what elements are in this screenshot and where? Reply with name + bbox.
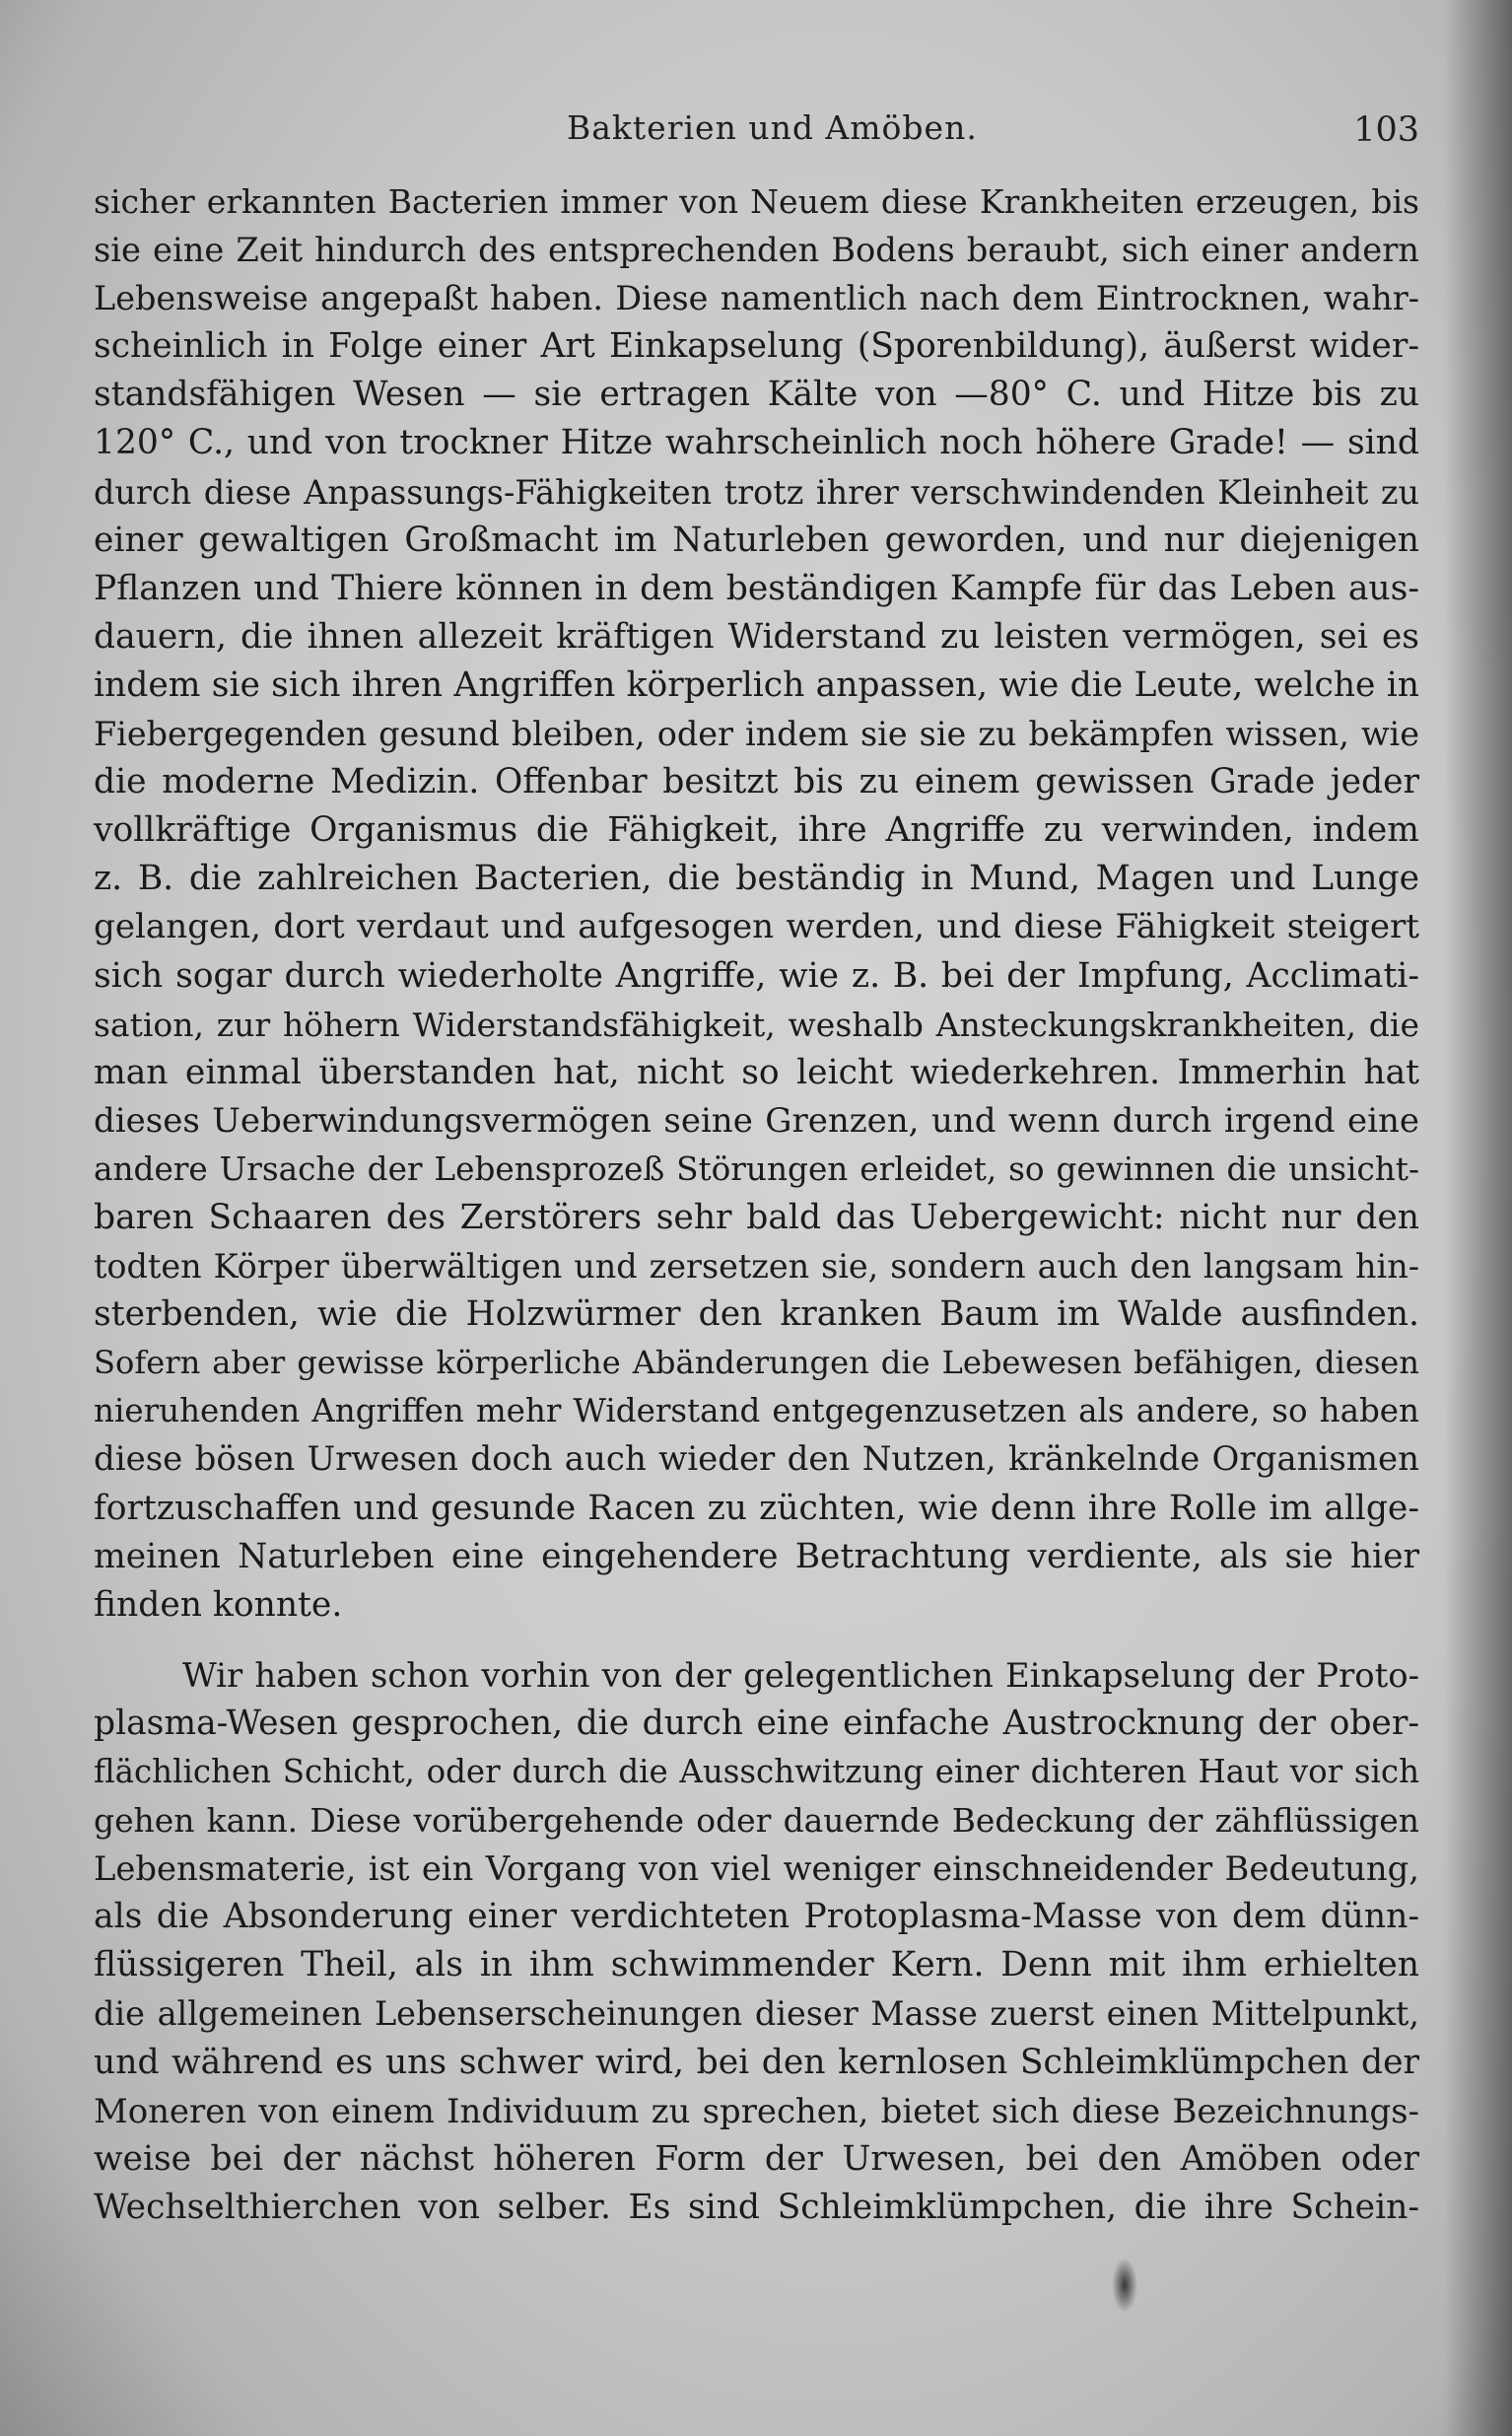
text-line: plasma-Wesen gesprochen, die durch eine einfache Austrocknung der ober-: [94, 1703, 1419, 1743]
text-line: einer gewaltigen Großmacht im Naturleben geworden, und nur diejenigen: [94, 520, 1419, 560]
text-line: sie eine Zeit hindurch des entsprechenden Bodens beraubt, sich einer andern: [94, 231, 1419, 270]
body-text: [94, 177, 1419, 2232]
paragraph-2: [94, 1651, 1419, 2232]
paragraph-1: [94, 177, 1419, 1630]
text-line: Fiebergegenden gesund bleiben, oder indem sie sie zu bekämpfen wissen, wie: [94, 715, 1419, 754]
text-line: Moneren von einem Individuum zu sprechen, bietet sich diese Bezeichnungs-: [94, 2091, 1419, 2130]
page-header: [94, 108, 1419, 168]
text-line: gehen kann. Diese vorübergehende oder dauernde Bedeckung der zähflüssigen: [94, 1801, 1419, 1841]
paragraph-spacer: [94, 1630, 1419, 1651]
text-line: todten Körper überwältigen und zersetzen sie, sondern auch den langsam hin-: [94, 1247, 1419, 1287]
text-line: scheinlich in Folge einer Art Einkapselung (Sporenbildung), äußerst wider-: [94, 326, 1419, 367]
text-line: sation, zur höhern Widerstandsfähigkeit, weshalb Ansteckungskrankheiten, die: [94, 1005, 1419, 1044]
text-line: finden konnte.: [94, 1584, 343, 1625]
text-line: flächlichen Schicht, oder durch die Ausschwitzung einer dichteren Haut vor sich: [94, 1753, 1419, 1790]
text-line: sterbenden, wie die Holzwürmer den kranken Baum im Walde ausfinden.: [94, 1294, 1419, 1335]
text-line: z. B. die zahlreichen Bacterien, die beständig in Mund, Magen und Lunge: [94, 859, 1419, 899]
text-line: gelangen, dort verdaut und aufgesogen werden, und diese Fähigkeit steigert: [94, 907, 1419, 947]
text-line: andere Ursache der Lebensprozeß Störungen erleidet, so gewinnen die unsicht-: [94, 1149, 1419, 1188]
text-line: sicher erkannten Bacterien immer von Neuem diese Krankheiten erzeugen, bis: [94, 182, 1419, 221]
text-line: dauern, die ihnen allezeit kräftigen Widerstand zu leisten vermögen, sei es: [94, 616, 1419, 657]
text-line: sich sogar durch wiederholte Angriffe, wie z. B. bei der Impfung, Acclimati-: [94, 955, 1419, 996]
text-line: durch diese Anpassungs-Fähigkeiten trotz ihrer verschwindenden Kleinheit zu: [94, 472, 1419, 512]
text-line: Wechselthierchen von selber. Es sind Schleimklümpchen, die ihre Schein-: [94, 2187, 1419, 2227]
text-line: baren Schaaren des Zerstörers sehr bald das Uebergewicht: nicht nur den: [94, 1197, 1419, 1237]
text-line: vollkräftige Organismus die Fähigkeit, ihre Angriffe zu verwinden, indem: [94, 810, 1419, 851]
text-line: und während es uns schwer wird, bei den kernlosen Schleimklümpchen der: [94, 2042, 1419, 2082]
text-line: 120° C., und von trockner Hitze wahrscheinlich noch höhere Grade! — sind: [94, 423, 1419, 463]
text-line: die allgemeinen Lebenserscheinungen dieser Masse zuerst einen Mittelpunkt,: [94, 1994, 1419, 2034]
text-line: flüssigeren Theil, als in ihm schwimmender Kern. Denn mit ihm erhielten: [94, 1945, 1419, 1985]
text-line: Lebensmaterie, ist ein Vorgang von viel weniger einschneidender Bedeutung,: [94, 1849, 1419, 1889]
page-number: 103: [1353, 110, 1419, 150]
text-line: weise bei der nächst höheren Form der Urwesen, bei den Amöben oder: [94, 2138, 1419, 2179]
text-line: indem sie sich ihren Angriffen körperlich anpassen, wie die Leute, welche in: [94, 664, 1419, 705]
text-line: standsfähigen Wesen — sie ertragen Kälte von —80° C. und Hitze bis zu: [94, 375, 1419, 415]
text-line: man einmal überstanden hat, nicht so leicht wiederkehren. Immerhin hat: [94, 1052, 1419, 1092]
text-line: die moderne Medizin. Offenbar besitzt bis zu einem gewissen Grade jeder: [94, 762, 1419, 802]
text-line: Wir haben schon vorhin von der gelegentlichen Einkapselung der Proto-: [182, 1655, 1419, 1695]
text-line: Lebensweise angepaßt haben. Diese namentlich nach dem Eintrocknen, wahr-: [94, 279, 1419, 318]
page-edge-shadow: [1443, 0, 1512, 2436]
text-line: fortzuschaffen und gesunde Racen zu züchten, wie denn ihre Rolle im allge-: [94, 1488, 1419, 1528]
text-line: diese bösen Urwesen doch auch wieder den Nutzen, kränkelnde Organismen: [94, 1439, 1419, 1480]
text-line: nieruhenden Angriffen mehr Widerstand entgegenzusetzen als andere, so haben: [94, 1392, 1419, 1430]
text-line: Pflanzen und Thiere können in dem beständigen Kampfe für das Leben aus-: [94, 568, 1419, 608]
text-line: Sofern aber gewisse körperliche Abänderungen die Lebewesen befähigen, diesen: [94, 1344, 1419, 1382]
text-line: meinen Naturleben eine eingehendere Betrachtung verdiente, als sie hier: [94, 1536, 1419, 1576]
text-line: als die Absonderung einer verdichteten Protoplasma-Masse von dem dünn-: [94, 1897, 1419, 1937]
ink-smudge: [1112, 2258, 1137, 2313]
running-head: Bakterien und Amöben.: [567, 108, 978, 147]
text-line: dieses Ueberwindungsvermögen seine Grenzen, und wenn durch irgend eine: [94, 1100, 1419, 1141]
